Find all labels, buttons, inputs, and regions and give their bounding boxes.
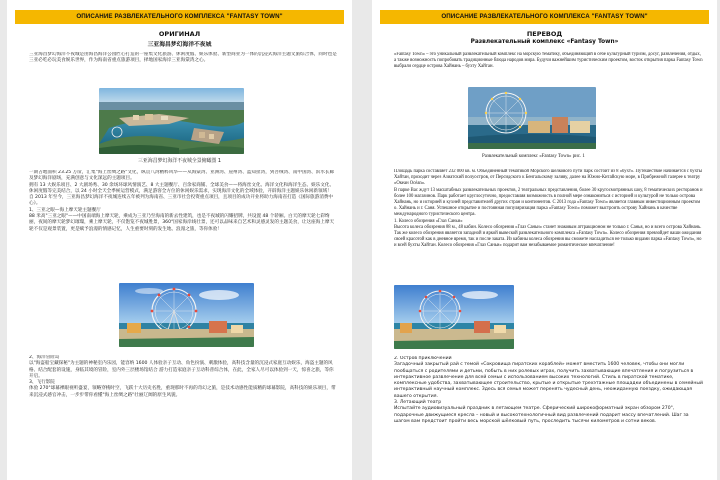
intro-paragraph: «Fantasy Town» – это уникальный развлекательный комплекс на морскую тематику, объединяющий в себе культурный туризм, досуг, развлечения, отдых, а также возможность попробовать традиционные блюда народов мира. Будучи важнейшим туристическим проектом, восток открытия парка Fantasy Town выбрали сердце острова Хайнань – бухту Хайтан. <box>394 52 703 70</box>
section-2-title: 2. Остров приключений <box>394 356 452 361</box>
page-banner: ОПИСАНИЕ РАЗВЛЕКАТЕЛЬНОГО КОМПЛЕКСА "FANTASY TOWN" <box>380 10 709 24</box>
page-heading: ПЕРЕВОД <box>526 30 563 38</box>
section-1-text: 88 米高"三亚之眼"——中国南端海上摩天轮，乘成为三亚乃至海南的新去性建筑，也是不夜城的闪耀招牌，共设置 48 个轿厢。白天的摩天轮七彩绚丽，夜间的摩天轮梦幻璀璨，乘上摩天轮，不仅饱览不夜城胜景，360°国家海岸线壮景，还可以品味来自艺术和灵感灵发的主题美食，让这座海上摩天轮不仅是观景装置，更是赋予浪漫的情感记忆，人生重要时刻的发生地、浪漫之旅，等你体验！ <box>29 214 335 232</box>
section-3-text: 体验 270°球幕裸眼视听盛宴，领略穿梭时空，飞跃十大历史名胜，重现那时不再的奇幻之旅，是技术动感性能质精的球幕影院，高科技的娱乐项目，带来沉浸式感官冲击，一步步带你看懂"海上丝绸之路"壮丽辽阔的原生风貌。 <box>29 386 336 398</box>
translation-page <box>372 0 717 480</box>
attractions-sections <box>29 355 338 475</box>
section-1-title: 1. Колесо обозрения «Глаз Саньи» <box>394 218 463 224</box>
section-3-title: 3、飞行影院 <box>29 380 55 386</box>
page-subtitle: 三亚海昌梦幻海洋不夜城 <box>147 42 212 48</box>
section-3-text: Испытайте аудиовизуальный праздник в летающем театре. Сферический широкоформатный экран обзором 270°, подарочные движущиеся кресла – новый и высокотехнологичный вид развлечений подарит массу впечатлений. Шаг за шагом вам предстоит пройти весь морской шёлковый путь, проследить тысячи километров и сотни веков. <box>394 406 689 424</box>
park-panorama-image <box>468 87 596 149</box>
intro-paragraph: 三亚海昌梦幻海洋不夜城是由海昌海洋公园匠心打造的一座集文化旅游、休闲度假、娱乐体验、新型商业为一体的沉浸式海洋主题文旅综合体，同时也是三亚必吃必玩美食娱乐世界，作为海南省重点旅游项目，择地国家海岸三亚海棠湾之心。 <box>29 52 337 64</box>
page-subtitle: Развлекательный комплекс «Fantasy Town» <box>470 39 619 45</box>
aerial-panorama-image <box>99 88 244 154</box>
photo-caption: 三亚海昌梦幻海洋不夜城全景俯瞰图 1 <box>138 158 221 164</box>
ferris-wheel-image <box>119 283 254 347</box>
adventure-island-image <box>394 285 514 349</box>
section-2-text: 以"海盗船宝藏探秘"为主题的神秘室内乐园，能容纳 1600 人体验亲子互动、角色扮演、刺激体验，高科技含量的沉浸式家庭互动娱乐，海盗主题的风格、结合配套的设施，身临其境的冒险，室内外三层楼场馆结合 游力打造家庭亲子互动科普综合体，在此，全家人尽可以体验到一天，惊喜之旅，等你开启。 <box>29 361 334 379</box>
description-paragraphs: Площадь парка составляет 232 000 кв. м. Объединённый тематикой Морского шёлкового пути парк состоит из 8 «бухт». Путешествие начинается с бухты Хайтан, проходит через Азиатский полуостров, от Персидского к Бенгальскому заливу, далее на Южно-Китайскую море, в Прибрежной галерее к театру «Океан Océan». В парке Вас ждут 13 масштабных развлекательных проектов, 2 театральных представления, более 30 кругосмотрянных шоу, 8 тематических ресторанов и более 100 магазинов. Парк работает круглосуточно, предоставляя возможность в полной мере ознакомиться с историей и культурой не только острова Хайнань, но и историей и кухней представителей других стран и континентов. С 2013 года «Fantasy Town» является главным инвестиционным проектом о. Хайнань и г. Саня. Успешное открытие и постоянная популяризация парка «Fantasy Town» поможет выстроить острову Хайнань в качестве международного туристического центра. 1. Колесо обозрения «Глаз Саньи» Высота колеса обозрения 88 м., 48 кабин. Колесо обозрения «Глаз Саньи» станет знаковым аттракционом не только г. Санья, но и всего острова Хайнань. Так же колесо обозрения является западной и яркой вывеской развлекательного комплекса «Fantasy Town». Колесо обозрения превзойдет ваши ожидания своей красотой как в дневное время, так и после заката. Из кабины колеса обозрения вы сможете насладиться не только видами парка «Fantasy Town», но и всей бухты Хайтан. Колесо обозрения «Глаз Саньи» подарит вам незабываемое романтическое впечатление! <box>394 169 703 249</box>
attractions-sections <box>394 356 703 476</box>
photo-caption: Развлекательный комплекс «Fantasy Town» рис. 1 <box>482 154 585 159</box>
section-2-title: 2、海洋冒险岛 <box>29 355 60 360</box>
page-banner: ОПИСАНИЕ РАЗВЛЕКАТЕЛЬНОГО КОМПЛЕКСА "FANTASY TOWN" <box>15 10 344 24</box>
description-paragraphs: 一期占地面积 23.25 万㎡，汇集"海上丝绸之路"文化，纵贯八湾精粹风华——从海棠湾、亚洲湾、崖州湾、蓝知扯湾，到吾绒湾、南中国湾、滨水长廊及梦幻海洋剧场，充满创意与文化深远的主题项目。 拥有 13 大娱乐项目、2 大剧场秀、30 余场环球风情演艺、8 大主题餐厅、百余家商铺、全球美食——将海丝文化、海洋文化和海洋生态、娱乐文化、休闲度假等完美结合，以 24 小时全天全季候运营模式，满足游客全方位的休闲娱乐需求，实现海洋文化的全域体验，开辟海洋主题娱乐休闲新领域！ 自 2013 年至今，三亚海昌梦幻海洋不夜城连续五年被列为海南省、三亚市社会投资重点项目，且项目的成功开业将助力海南省打造《国际旅游消费中心》。 1、三亚之眼—海上摩天轮主题餐厅 88 米高"三亚之眼"——中国南端海上摩天轮，乘成为三亚乃至海南的新去性建筑，也是不夜城的闪耀招牌，共设置 48 个轿厢。白天的摩天轮七彩绚丽，夜间的摩天轮梦幻璀璨，乘上摩天轮，不仅饱览不夜城胜景，360°国家海岸线壮景，还可以品味来自艺术和灵感灵发的主题美食，让这座海上摩天轮不仅是观景装置，更是赋予浪漫的情感记忆，人生重要时刻的发生地、浪漫之旅，等你体验！ <box>29 170 338 278</box>
page-heading: ОРИГИНАЛ <box>158 30 201 38</box>
section-2-text: Загадочный закрытый рай с темой «Сокровища пиратских кораблей» может вместить 1600 человек, чтобы они могли пообщаться с родителями и детьми, побыть в них ролевых играх, получить захватывающие впечатления и погрузиться в интерактивное развлечение для всей семьи с использованием высоких технологий. Стиль в пиратской тематике, комплексные удобства, захватывающее строительство, крытые и открытые трехэтажные площадки объединены в семейный интерактивный научный комплекс. Здесь вся семья может перенять чудесный день, неожиданную поездку, ожидающая вашего открытия. <box>394 362 703 399</box>
original-page <box>7 0 352 480</box>
section-1-text: Высота колеса обозрения 88 м., 48 кабин. Колесо обозрения «Глаз Саньи» станет знаковым аттракционом не только г. Санья, но и всего острова Хайнань. Так же колесо обозрения является западной и яркой вывеской развлекательного комплекса «Fantasy Town». Колесо обозрения превзойдет ваши ожидания своей красотой как в дневное время, так и после заката. Из кабины колеса обозрения вы сможете насладиться не только видами парка «Fantasy Town», но и всей бухты Хайтан. Колесо обозрения «Глаз Саньи» подарит вам незабываемое романтическое впечатление! <box>394 224 702 249</box>
section-3-title: 3. Летающий театр <box>394 400 442 406</box>
section-1-title: 1、三亚之眼—海上摩天轮主题餐厅 <box>29 207 101 213</box>
